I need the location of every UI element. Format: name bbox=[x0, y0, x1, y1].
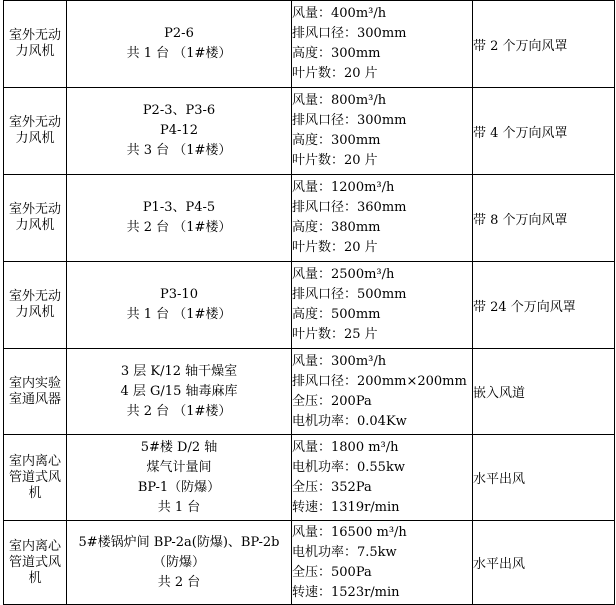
params-cell bbox=[292, 175, 473, 262]
param-line: 叶片数：20 片 bbox=[292, 240, 378, 255]
fan-type-cell bbox=[4, 521, 67, 605]
fan-type-cell bbox=[4, 262, 67, 349]
param-line: 电机功率：0.04Kw bbox=[292, 413, 407, 429]
param-line: 全压：200Pa bbox=[292, 393, 372, 409]
params-cell bbox=[292, 349, 473, 435]
location-line: P2-6 bbox=[164, 26, 194, 41]
location-cell bbox=[67, 262, 292, 349]
fan-type: 室外无动力风机 bbox=[9, 115, 62, 146]
param-line: 排风口径：360mm bbox=[292, 200, 407, 215]
location-line: 4 层 G/15 轴毒麻库 bbox=[120, 383, 238, 399]
location-line: 共 3 台 （1#楼） bbox=[126, 143, 232, 158]
note-cell: 水平出风 bbox=[473, 435, 615, 521]
location-line: 3 层 K/12 轴干燥室 bbox=[120, 363, 238, 379]
location-cell bbox=[67, 349, 292, 435]
table-row bbox=[4, 521, 615, 605]
fan-type-cell bbox=[4, 88, 67, 175]
params-cell bbox=[292, 262, 473, 349]
fan-spec-table bbox=[3, 0, 615, 605]
location-cell bbox=[67, 1, 292, 88]
fan-type-cell bbox=[4, 175, 67, 262]
param-line: 风量：400m³/h bbox=[292, 6, 387, 21]
param-line: 排风口径：500mm bbox=[292, 287, 407, 302]
param-line: 高度：300mm bbox=[292, 133, 381, 148]
location-line: 共 1 台 （1#楼） bbox=[126, 307, 232, 322]
param-line: 叶片数：25 片 bbox=[292, 327, 378, 342]
table-row bbox=[4, 262, 615, 349]
note-cell: 水平出风 bbox=[473, 521, 615, 605]
location-cell bbox=[67, 435, 292, 521]
table-row bbox=[4, 435, 615, 521]
param-line: 叶片数：20 片 bbox=[292, 153, 378, 168]
param-line: 风量：800m³/h bbox=[292, 93, 387, 108]
fan-type: 室外无动力风机 bbox=[9, 289, 62, 320]
param-line: 风量：300m³/h bbox=[292, 353, 387, 369]
location-line: P1-3、P4-5 bbox=[142, 200, 216, 215]
param-line: 高度：500mm bbox=[292, 307, 381, 322]
param-line: 高度：380mm bbox=[292, 220, 381, 235]
param-line: 风量：1200m³/h bbox=[292, 180, 395, 195]
param-line: 排风口径：200mm×200mm bbox=[292, 373, 467, 389]
location-cell bbox=[67, 88, 292, 175]
location-line: 共 2 台 （1#楼） bbox=[126, 403, 232, 419]
location-line: P2-3、P3-6 bbox=[142, 103, 216, 118]
params-cell bbox=[292, 435, 473, 521]
param-line: 风量：2500m³/h bbox=[292, 267, 395, 282]
location-line: 共 1 台 bbox=[157, 499, 201, 515]
param-line: 排风口径：300mm bbox=[292, 113, 407, 128]
fan-type: 室外无动力风机 bbox=[9, 202, 62, 233]
params-cell bbox=[292, 88, 473, 175]
location-line: P3-10 bbox=[160, 287, 198, 302]
location-line: 5#楼锅炉间 BP-2a(防爆)、BP-2b（防爆） bbox=[78, 534, 280, 570]
param-line: 高度：300mm bbox=[292, 46, 381, 61]
param-line: 转速：1523r/min bbox=[292, 584, 400, 600]
param-line: 转速：1319r/min bbox=[292, 499, 400, 515]
fan-type-cell bbox=[4, 435, 67, 521]
fan-type: 室内实验室通风器 bbox=[9, 375, 62, 407]
location-line: P4-12 bbox=[160, 123, 198, 138]
note-cell: 嵌入风道 bbox=[473, 349, 615, 435]
table-row bbox=[4, 349, 615, 435]
location-cell bbox=[67, 521, 292, 605]
location-line: 5#楼 D/2 轴 bbox=[140, 439, 218, 455]
location-cell bbox=[67, 175, 292, 262]
note-cell: 带 4 个万向风罩 bbox=[473, 88, 615, 175]
fan-type-cell bbox=[4, 349, 67, 435]
location-line: 共 1 台 （1#楼） bbox=[126, 46, 232, 61]
fan-type: 室外无动力风机 bbox=[9, 28, 62, 59]
param-line: 排风口径：300mm bbox=[292, 26, 407, 41]
fan-type: 室内离心管道式风机 bbox=[9, 453, 62, 501]
param-line: 电机功率：0.55kw bbox=[292, 459, 405, 475]
param-line: 全压：352Pa bbox=[292, 479, 372, 495]
params-cell bbox=[292, 1, 473, 88]
note-cell: 带 8 个万向风罩 bbox=[473, 175, 615, 262]
location-line: 共 2 台 bbox=[157, 574, 201, 590]
note-cell: 带 2 个万向风罩 bbox=[473, 1, 615, 88]
table-row bbox=[4, 88, 615, 175]
note-cell: 带 24 个万向风罩 bbox=[473, 262, 615, 349]
param-line: 电机功率：7.5kw bbox=[292, 544, 397, 560]
table-row bbox=[4, 1, 615, 88]
param-line: 风量：1800 m³/h bbox=[292, 439, 399, 455]
table-row bbox=[4, 175, 615, 262]
params-cell bbox=[292, 521, 473, 605]
fan-type-cell bbox=[4, 1, 67, 88]
location-line: 煤气计量间 bbox=[146, 459, 212, 475]
param-line: 全压：500Pa bbox=[292, 564, 372, 580]
param-line: 风量：16500 m³/h bbox=[292, 524, 407, 540]
fan-type: 室内离心管道式风机 bbox=[9, 538, 62, 586]
location-line: 共 2 台 （1#楼） bbox=[126, 220, 232, 235]
param-line: 叶片数：20 片 bbox=[292, 66, 378, 81]
location-line: BP-1（防爆） bbox=[137, 479, 221, 495]
